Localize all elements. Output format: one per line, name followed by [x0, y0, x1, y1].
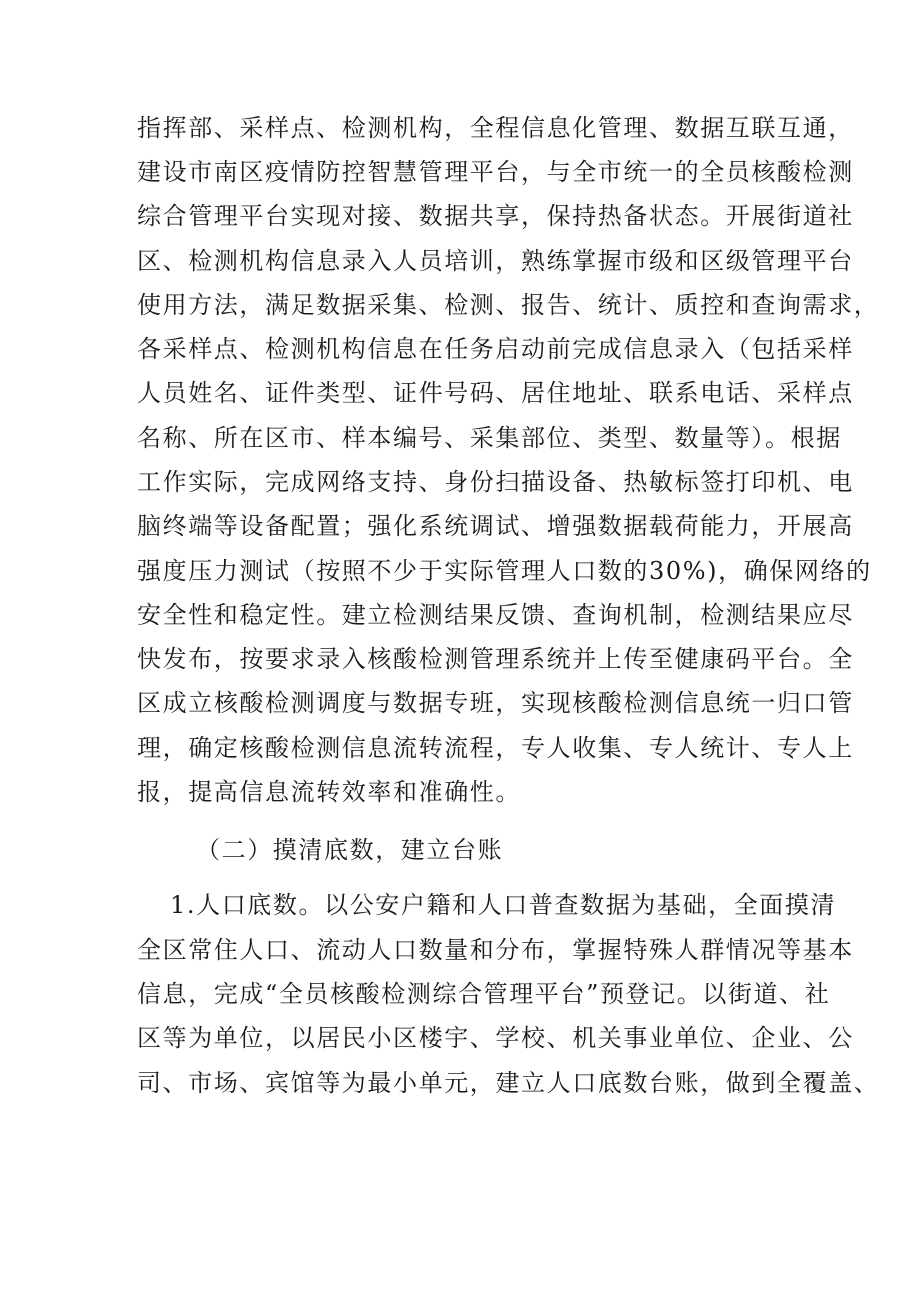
paragraph-line: 强度压力测试（按照不少于实际管理人口数的30%)，确保网络的 [137, 557, 872, 585]
paragraph-line: 名称、所在区市、样本编号、采集部位、类型、数量等）。根据 [137, 424, 842, 452]
paragraph-line: 快发布，按要求录入核酸检测管理系统并上传至健康码平台。全 [137, 645, 854, 673]
paragraph-line: 综合管理平台实现对接、数据共享，保持热备状态。开展街道社 [137, 202, 854, 230]
paragraph-line: 各采样点、检测机构信息在任务启动前完成信息录入（包括采样 [137, 335, 854, 363]
paragraph-line: 理，确定核酸检测信息流转流程，专人收集、专人统计、专人上 [137, 734, 854, 762]
item-line: 1.人口底数。以公安户籍和人口普查数据为基础，全面摸清 [170, 891, 837, 919]
paragraph-line: 人员姓名、证件类型、证件号码、居住地址、联系电话、采样点 [137, 379, 854, 407]
paragraph-line: 区成立核酸检测调度与数据专班，实现核酸检测信息统一归口管 [137, 689, 854, 717]
paragraph-line: 工作实际，完成网络支持、身份扫描设备、热敏标签打印机、电 [137, 468, 854, 496]
paragraph-line: 建设市南区疫情防控智慧管理平台，与全市统一的全员核酸检测 [137, 158, 854, 186]
item-line: 信息，完成“全员核酸检测综合管理平台”预登记。以街道、社 [137, 980, 831, 1008]
paragraph-line: 报，提高信息流转效率和准确性。 [137, 778, 521, 806]
item-line: 区等为单位，以居民小区楼宇、学校、机关事业单位、企业、公 [137, 1024, 854, 1052]
section-heading: （二）摸清底数，建立台账 [196, 836, 504, 864]
item-line: 司、市场、宾馆等为最小单元，建立人口底数台账，做到全覆盖、 [137, 1069, 880, 1097]
paragraph-line: 安全性和稳定性。建立检测结果反馈、查询机制，检测结果应尽 [137, 601, 854, 629]
paragraph-line: 使用方法，满足数据采集、检测、报告、统计、质控和查询需求， [137, 291, 880, 319]
paragraph-line: 指挥部、采样点、检测机构，全程信息化管理、数据互联互通， [137, 114, 854, 142]
item-line: 全区常住人口、流动人口数量和分布，掌握特殊人群情况等基本 [137, 936, 854, 964]
paragraph-line: 脑终端等设备配置；强化系统调试、增强数据载荷能力，开展高 [137, 512, 854, 540]
paragraph-line: 区、检测机构信息录入人员培训，熟练掌握市级和区级管理平台 [137, 247, 854, 275]
